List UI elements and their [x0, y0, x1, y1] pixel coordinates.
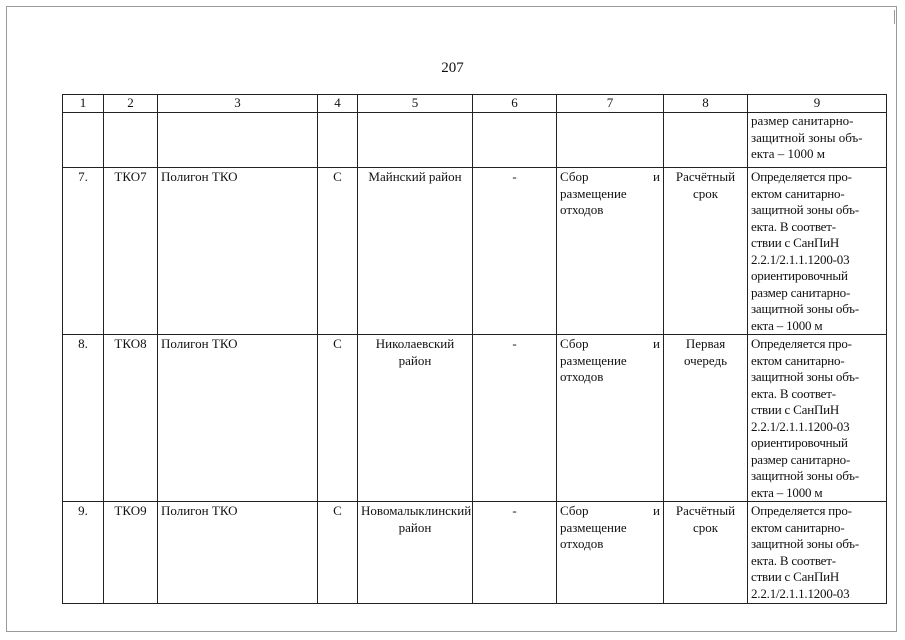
table-row [63, 502, 887, 604]
page-number: 207 [441, 60, 464, 76]
table-row-continuation [63, 113, 887, 168]
object-name: Полигон ТКО [158, 335, 318, 502]
purpose: Сбор и размещение отходов [557, 335, 664, 502]
object-code: ТКО7 [104, 168, 158, 335]
col6-value: - [473, 168, 557, 335]
row-number: 8. [63, 335, 104, 502]
col6-value: - [473, 335, 557, 502]
object-name: Полигон ТКО [158, 168, 318, 335]
note-cell: Определяется про- ектом санитарно- защитной зоны объ- екта. В соответ- ствии с СанПиН 2.2.1/2.1.1.1200-03 ориентировочный размер санитарно- защитной зоны объ- екта – 1000 м [748, 335, 887, 502]
table-header-row [63, 95, 887, 113]
header-cell: 7 [557, 95, 664, 113]
term: Расчётный срок [664, 168, 748, 335]
header-cell: 8 [664, 95, 748, 113]
header-cell: 3 [158, 95, 318, 113]
note-cell: Определяется про- ектом санитарно- защитной зоны объ- екта. В соответ- ствии с СанПиН 2.2.1/2.1.1.1200-03 ориентировочный размер санитарно- защитной зоны объ- екта – 1000 м [748, 168, 887, 335]
district: Николаевский район [358, 335, 473, 502]
district: Новомалыклинский район [358, 502, 473, 604]
object-code: ТКО9 [104, 502, 158, 604]
note-cell: размер санитарно- защитной зоны объ- екта – 1000 м [748, 113, 887, 168]
district: Майнский район [358, 168, 473, 335]
row-number: 7. [63, 168, 104, 335]
purpose: Сбор и размещение отходов [557, 168, 664, 335]
header-cell: 1 [63, 95, 104, 113]
purpose: Сбор и размещение отходов [557, 502, 664, 604]
term: Первая очередь [664, 335, 748, 502]
object-status: С [318, 168, 358, 335]
header-cell: 2 [104, 95, 158, 113]
data-table [62, 94, 887, 604]
header-cell: 5 [358, 95, 473, 113]
page-corner-mark [886, 10, 895, 24]
object-name: Полигон ТКО [158, 502, 318, 604]
table-row [63, 168, 887, 335]
row-number: 9. [63, 502, 104, 604]
header-cell: 9 [748, 95, 887, 113]
table-row [63, 335, 887, 502]
note-cell: Определяется про- ектом санитарно- защитной зоны объ- екта. В соответ- ствии с СанПиН 2.2.1/2.1.1.1200-03 [748, 502, 887, 604]
object-status: С [318, 502, 358, 604]
object-status: С [318, 335, 358, 502]
header-cell: 4 [318, 95, 358, 113]
col6-value: - [473, 502, 557, 604]
header-cell: 6 [473, 95, 557, 113]
object-code: ТКО8 [104, 335, 158, 502]
term: Расчётный срок [664, 502, 748, 604]
